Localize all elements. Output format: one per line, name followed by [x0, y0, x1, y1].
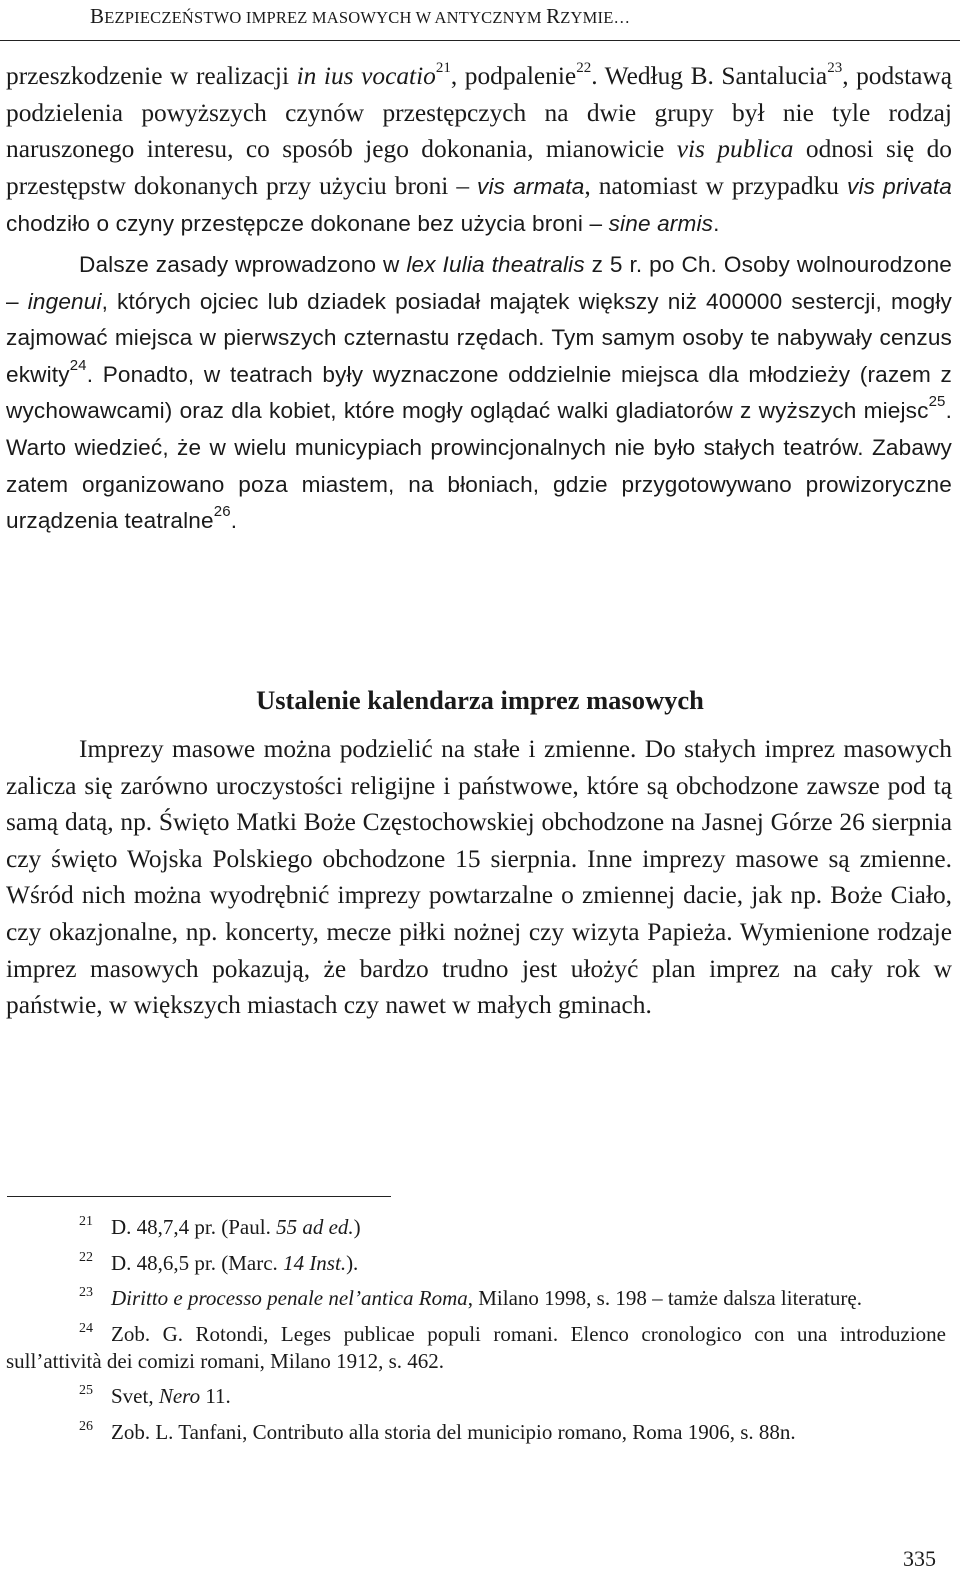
header-text-1: EZPIECZEŃSTWO IMPREZ MASOWYCH W ANTYCZNYM	[104, 8, 547, 27]
latin-term: ingenui	[27, 288, 102, 314]
section1-body	[6, 58, 952, 540]
header-cap-b: B	[90, 4, 105, 28]
paragraph-1	[6, 58, 952, 243]
footnote-ref[interactable]: 23	[827, 60, 843, 76]
footnote-23	[6, 1285, 946, 1312]
footnote-ref[interactable]: 22	[576, 60, 592, 76]
text: D. 48,7,4 pr. (Paul.	[111, 1215, 277, 1239]
text: Zob. G. Rotondi, Leges publicae populi romani. Elenco cronologico con una introduzione sull’attività dei comizi romani, Milano 1912, s. 462.	[6, 1321, 946, 1373]
footnote-ref[interactable]: 24	[69, 356, 87, 374]
footnote-26	[6, 1419, 946, 1446]
footnote-25	[6, 1383, 946, 1410]
section-heading: Ustalenie kalendarza imprez masowych	[256, 685, 704, 715]
latin-term: in ius vocatio	[296, 62, 436, 90]
header-cap-r: R	[546, 4, 561, 28]
citation: Nero	[158, 1384, 201, 1408]
page-number: 335	[903, 1546, 936, 1571]
running-header	[90, 4, 890, 29]
text: Zob. L. Tanfani, Contributo alla storia del municipio romano, Roma 1906, s. 88n.	[111, 1419, 796, 1444]
text: Dalsze zasady wprowadzono w	[79, 251, 407, 277]
footnote-number: 25	[79, 1383, 93, 1398]
footnote-number: 24	[79, 1320, 93, 1336]
paragraph-3: Imprezy masowe można podzielić na stałe i zmienne. Do stałych imprez masowych zalicza się zarówno uroczystości religijne i państwowe, które są obchodzone zawsze pod tą samą datą, np. Święto Matki Boże Częstochowskiej obchodzone na Jasnej Górze 26 sierpnia czy święto Wojska Polskiego obchodzone 15 sierpnia. Inne imprezy masowe są zmienne. Wśród nich można wyodrębnić imprezy powtarzalne o zmiennej dacie, jak np. Boże Ciało, czy okazjonalne, np. koncerty, mecze piłki nożnej czy wizyta Papieża. Wymienione rodzaje imprez masowych pokazują, że bardzo trudno jest ułożyć plan imprez na cały rok w państwie, w większych miastach czy nawet w małych gminach.	[6, 735, 952, 1020]
text: odnosi się do przestępstw dokonanych przy użyciu broni –	[6, 135, 953, 200]
text: . Ponadto, w teatrach były wyznaczone oddzielnie miejsca dla młodzieży (razem z wychowawcami) oraz dla kobiet, które mogły oglądać walki gladiatorów z wyższych miejsc	[6, 361, 952, 424]
text: , których ojciec lub dziadek posiadał majątek większy niż 400000 sestercji, mogły zajmować miejsca w pierwszych czternastu rzędach. Tym samym osoby te nabywały cenzus ekwity	[6, 288, 952, 387]
text: , natomiast w przypadku	[584, 171, 847, 200]
footnote-ref[interactable]: 26	[213, 503, 231, 521]
footnote-ref[interactable]: 21	[435, 60, 451, 76]
latin-term: vis publica	[676, 135, 794, 164]
section2-body	[6, 731, 952, 1024]
latin-term: sine armis	[608, 211, 714, 237]
text: , podstawą podzielenia powyższych czynów przestępczych na dwie grupy był nie tyle rodzaj naruszonego interesu, co sposób jego dokonania, mianowicie	[6, 62, 953, 164]
latin-term: vis privata	[847, 173, 953, 199]
text: .	[230, 508, 238, 534]
text: Svet,	[111, 1384, 159, 1408]
latin-term: vis armata	[477, 173, 585, 199]
text: . Według B. Santalucia	[591, 62, 828, 90]
text: . Warto wiedzieć, że w wielu municypiach prowincjonalnych nie było stałych teatrów. Zabawy zatem organizowano poza miastem, na błoniach, gdzie przygotowywano prowizoryczne urządzenia teatralne	[6, 398, 952, 534]
text: 11.	[200, 1384, 231, 1408]
text: z 5 r. po Ch. Osoby wolnourodzone –	[6, 251, 953, 314]
text: przeszkodzenie w realizacji	[6, 62, 297, 90]
text: )	[353, 1215, 361, 1239]
text: chodziło o czyny przestępcze dokonane bez użycia broni –	[6, 211, 609, 237]
footnote-21	[6, 1214, 946, 1241]
citation: Diritto e processo penale nel’antica Roma	[111, 1286, 468, 1310]
footnote-number: 26	[79, 1418, 93, 1434]
text: .	[713, 211, 720, 237]
footnote-separator	[7, 1196, 391, 1197]
text: D. 48,6,5 pr. (Marc.	[111, 1250, 284, 1275]
footnote-22	[6, 1250, 946, 1277]
citation: 14 Inst.	[283, 1250, 347, 1275]
footnote-24	[6, 1321, 946, 1375]
footnotes	[6, 1214, 946, 1454]
paragraph-2	[6, 247, 952, 540]
footnote-number: 22	[79, 1249, 93, 1265]
latin-term: lex Iulia theatralis	[406, 251, 585, 277]
footnote-ref[interactable]: 25	[928, 393, 946, 411]
text: , Milano 1998, s. 198 – tamże dalsza literaturę.	[467, 1286, 862, 1310]
header-text-2: ZYMIE…	[560, 8, 631, 27]
text: ).	[346, 1250, 359, 1275]
footnote-number: 23	[79, 1285, 93, 1300]
footnote-number: 21	[79, 1214, 93, 1229]
text: , podpalenie	[450, 62, 577, 90]
header-rule	[0, 40, 960, 41]
citation: 55 ad ed.	[276, 1215, 354, 1239]
